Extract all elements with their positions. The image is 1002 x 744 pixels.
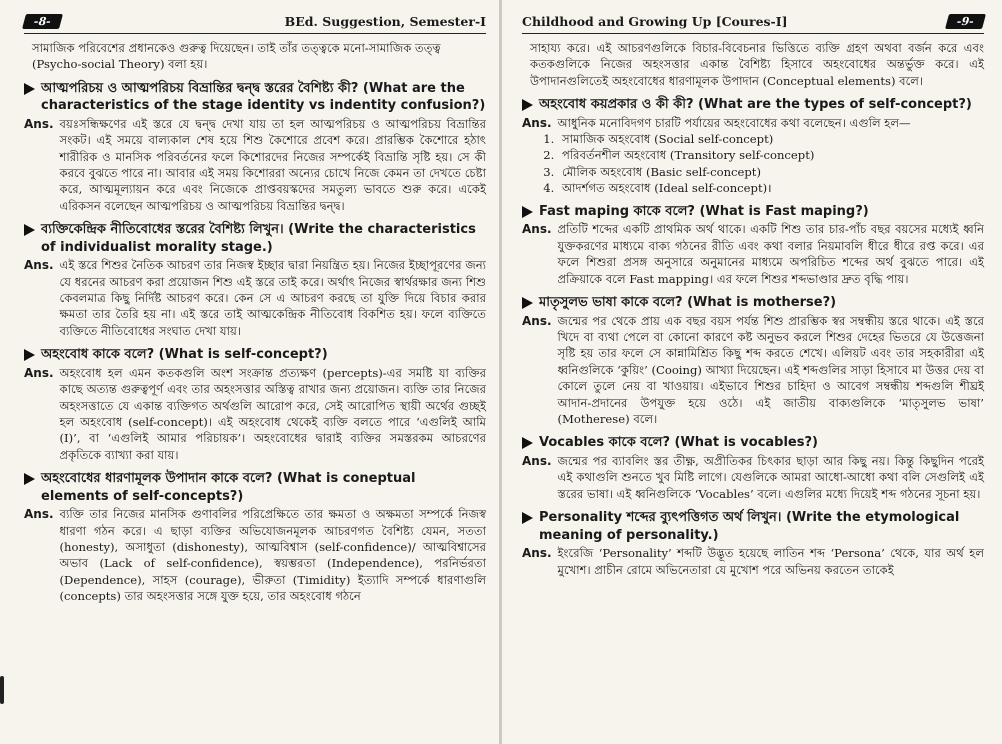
question-heading: [24, 80, 486, 115]
answer-label: Ans.: [24, 507, 54, 522]
answer-block: [24, 365, 486, 463]
left-running-head: [24, 14, 486, 29]
right-running-head: [522, 14, 984, 29]
answer-block: [522, 313, 984, 428]
answer-label: Ans.: [522, 453, 552, 468]
pointer-arrow-icon: [522, 99, 533, 111]
list-item: 1. সামাজিক অহংবোধ (Social self-concept): [558, 131, 984, 147]
question-text: মাতৃসুলভ ভাষা কাকে বলে? (What is motherse?): [539, 295, 837, 311]
pointer-arrow-icon: [24, 473, 35, 485]
pointer-arrow-icon: [522, 206, 533, 218]
answer-label: Ans.: [522, 313, 552, 328]
question-text: অহংবোধের ধারণামূলক উপাদান কাকে বলে? (What is coneptual elements of self-concepts?): [41, 471, 416, 504]
right-intro-line: সাহায্য করে। এই আচরণগুলিকে বিচার-বিবেচনার ভিত্তিতে ব্যক্তি গ্রহণ অথবা বর্জন করে এবং কতকগুলিকে নিজের অহংসত্তার একান্ত বৈশিষ্ট্য হিসাবে অহংবোধের অন্তর্ভুক্ত করে। এই উপাদানগুলিতেই অহংবোধের ধারণামূলক উপাদান (Conceptual elements) বলে।: [530, 41, 984, 88]
question-heading: [522, 96, 984, 114]
question-heading: [522, 509, 984, 544]
right-head-rule: [522, 33, 984, 34]
list-item: 2. পরিবর্তনশীল অহংবোধ (Transitory self-concept): [558, 147, 984, 163]
question-text: Fast maping কাকে বলে? (What is Fast maping?): [539, 203, 869, 219]
pointer-arrow-icon: [522, 297, 533, 309]
answer-text: জন্মের পর থেকে প্রায় এক বছর বয়স পর্যন্ত শিশু প্রারম্ভিক স্বর সম্বন্ধীয় স্তরে থাকে। এই স্তরে খিদে বা ব্যথা পেলে বা কোনো কারণে কষ্ট অনুভব করলে শিশুর দেহের ভিতরে যে উত্তেজনা সৃষ্টি হয় তার ফলে সে কান্নামিশ্রিত কিছু শব্দ করতে শেখে। এলিয়ট এবং তার সহকারীরা এই ধ্বনিগুলিকে ‘কুয়িং’ (Cooing) আখ্যা দিয়েছেন। এই শব্দগুলির সাড়া হিসাবে মা উত্তর দেয় বা কোলে তুলে নেয় বা খাওয়ায়। এইভাবে শিশুর চাহিদা ও আবেগ সম্বন্ধীয় শব্দগুলি শীঘ্রই আদান-প্রদানের উপযুক্ত হয়ে ওঠে। এই জাতীয় বাক্যগুলিকে ‘মাতৃসুলভ ভাষা’ (Motherese) বলে।: [557, 313, 984, 426]
answer-block: [522, 453, 984, 502]
page-edge-mark: [0, 676, 4, 704]
answer-block: [522, 115, 984, 131]
left-page: [0, 0, 500, 744]
answer-label: Ans.: [522, 546, 552, 561]
question-heading: [522, 434, 984, 452]
left-intro-line: (Psycho-social Theory) বলা হয়।: [32, 57, 208, 72]
answer-block: [24, 506, 486, 604]
pointer-arrow-icon: [24, 349, 35, 361]
answer-label: Ans.: [24, 365, 54, 380]
answer-block: [24, 116, 486, 214]
answer-text: বয়ঃসন্ধিক্ষণের এই স্তরে যে দ্বন্দ্ব দেখা যায় তা হল আত্মপরিচয় ও আত্মপরিচয় বিভ্রান্তির সংকট। এই সময়ে বাল্যকাল শেষ হয়ে শিশু কৈশোরে প্রবেশ করে। প্রারম্ভিক কৈশোরে হঠাৎ শারীরিক ও মানসিক পরিবর্তনের ফলে কিশোরদের নিজের সম্পর্কেই বিভ্রান্তি সৃষ্টি হয়। সে কী করবে বুঝতে পারে না। আবার এই সময় কিশোররা অন্যের চোখে নিজে কেমন তা দেখতে চেষ্টা করে, আত্মমূল্যায়ন করে এবং নিজেকে প্রাপ্তবয়স্কদের সমতুল্য ভাবতে শুরু করে। একেই এরিকসন বলেছেন আত্মপরিচয় ও আত্মপরিচয় বিভ্রান্তির দ্বন্দ্ব।: [59, 116, 486, 213]
left-intro-line: সামাজিক পরিবেশের প্রধানকেও গুরুত্ব দিয়েছেন। তাই তাঁর তত্ত্বকে মনো-সামাজিক তত্ত্ব: [32, 41, 441, 55]
answer-text: জন্মের পর ব্যাবলিং স্তর তীক্ষ্ণ, অপ্রীতিকর চিৎকার ছাড়া আর কিছু নয়। কিন্তু কিছুদিন পরেই এই কথাগুলি শুনতে খুব মিষ্টি লাগে। যেগুলিকে আমরা আধো-আধো কথা বলি সেগুলিই এই স্তরের ভাষা। এই ধ্বনিগুলিকে ‘Vocables’ বলে। এগুলির মধ্যে দিয়েই শব্দ গঠনের সূচনা হয়।: [557, 453, 984, 501]
answer-label: Ans.: [24, 116, 54, 131]
left-running-title: BEd. Suggestion, Semester-I: [284, 14, 486, 29]
answer-text: এই স্তরে শিশুর নৈতিক আচরণ তার নিজস্ব ইচ্ছার দ্বারা নিয়ন্ত্রিত হয়। নিজের ইচ্ছাপূরণের জন্য যে ধরনের আচরণ করা প্রয়োজন শিশু এই স্তরে তাই করে। অর্থাৎ নিজের স্বার্থরক্ষার জন্য শিশু কেবলমাত্র কিছু নির্দিষ্ট আচরণ করে। কেন সে এ আচরণ করছে তা যুক্তি দিয়ে বিচার করার ক্ষমতা তার তৈরি হয় না। এই স্তরে তাই আত্মকেন্দ্রিক নীতিবোধ বিকশিত হয়। ফলে ব্যক্তিতে ব্যক্তিতে নীতিবোধের সংঘাত দেখা যায়।: [59, 258, 486, 338]
pointer-arrow-icon: [24, 83, 35, 95]
pointer-arrow-icon: [522, 512, 533, 524]
pointer-arrow-icon: [24, 224, 35, 236]
question-heading: [522, 294, 984, 312]
right-running-title: Childhood and Growing Up [Coures-I]: [522, 14, 788, 29]
list-item: 3. মৌলিক অহংবোধ (Basic self-concept): [558, 164, 984, 180]
question-text: ব্যক্তিকেন্দ্রিক নীতিবোধের স্তরের বৈশিষ্ট্য লিখুন। (Write the characteristics of individualist morality stage.): [41, 222, 476, 255]
answer-block: [24, 257, 486, 339]
answer-label: Ans.: [522, 222, 552, 237]
question-text: অহংবোধ কাকে বলে? (What is self-concept?): [41, 347, 328, 363]
answer-text: আধুনিক মনোবিদগণ চারটি পর্যায়ের অহংবোধের কথা বলেছেন। এগুলি হল—: [557, 115, 911, 130]
answer-label: Ans.: [522, 115, 552, 130]
answer-text: প্রতিটি শব্দের একটি প্রাথমিক অর্থ থাকে। একটি শিশু তার চার-পাঁচ বছর বয়সের মধ্যেই ধ্বনি যুক্তকরণের মাধ্যমে বাক্য গঠনের রীতি এবং কথা বলার নিয়মাবলি ধীরে ধীরে রপ্ত করে। এর ফলে শিশুরা প্রসঙ্গ অনুসারে অনুমানের মাধ্যমে অপরিচিত শব্দের অর্থ বুঝতে পারে। এই প্রক্রিয়াকে বলে Fast mapping। এর ফলে শিশুর শব্দভাণ্ডার দ্রুত বৃদ্ধি পায়।: [557, 222, 984, 286]
question-text: Vocables কাকে বলে? (What is vocables?): [539, 435, 818, 451]
question-heading: [24, 346, 486, 364]
question-heading: [24, 221, 486, 256]
left-head-rule: [24, 33, 486, 34]
self-concept-types-list: [522, 131, 984, 196]
question-heading: [24, 470, 486, 505]
answer-text: ব্যক্তি তার নিজের মানসিক গুণাবলির পরিপ্রেক্ষিতে তার ক্ষমতা ও অক্ষমতা সম্পর্কে নিজস্ব ধারণা গঠন করে। এ ছাড়া ব্যক্তির অভিযোজনমূলক আচরণগত বৈশিষ্ট্য যেমন, সততা (honesty), অসাধুতা (dishonesty), আত্মবিশ্বাস (self-confidence)/ আত্মবিশ্বাসের অভাব (Lack of self-confidence), স্বয়ম্ভরতা (Independence), পরনির্ভরতা (Dependence), সাহস (courage), ভীরুতা (Timidity) ইত্যাদি সম্পর্কে ধারণাগুলি (concepts) তার অহংসত্তার সঙ্গে যুক্ত হয়ে, তার অহংবোধ গঠনে: [59, 507, 486, 604]
question-text: অহংবোধ কয়প্রকার ও কী কী? (What are the types of self-concept?): [539, 97, 972, 113]
answer-text: অহংবোধ হল এমন কতকগুলি অংশ সংক্রান্ত প্রত্যক্ষণ (percepts)-এর সমষ্টি যা ব্যক্তির কাছে অত্যন্ত গুরুত্বপূর্ণ এবং তার অহংসত্তার অস্তিত্ব রাখার জন্য প্রয়োজন। ব্যক্তি তার নিজের অহংসত্তাতে যে একান্ত ব্যক্তিগত অর্থগুলি আরোপ করে, সেই আরোপিত স্থায়ী অর্থের গুচ্ছই হল অহংবোধ (self-concept)। এই অহংবোধ থেকেই ব্যক্তি বলতে পারে ‘এগুলিই আমি (I)’, বা ‘এগুলিই আমার পরিচায়ক’। অহংবোধের দ্বারাই ব্যক্তির সমস্তরকম আচরণের প্রকৃতিকে ব্যাখ্যা করা যায়।: [59, 365, 486, 462]
right-page: [500, 0, 1002, 744]
answer-block: [522, 545, 984, 578]
question-text: আত্মপরিচয় ও আত্মপরিচয় বিভ্রান্তির দ্বন্দ্ব স্তরের বৈশিষ্ট্য কী? (What are the characteristics of the stage identity vs indentity confusion?): [41, 80, 486, 114]
question-heading: [522, 203, 984, 221]
left-page-number: -8-: [22, 14, 63, 29]
answer-label: Ans.: [24, 258, 54, 273]
question-text: Personality শব্দের ব্যুৎপত্তিগত অর্থ লিখুন। (Write the etymological meaning of personality.): [539, 510, 960, 543]
answer-block: [522, 221, 984, 287]
list-item: 4. আদর্শগত অহংবোধ (Ideal self-concept)।: [558, 180, 984, 196]
answer-text: ইংরেজি ‘Personality’ শব্দটি উদ্ভূত হয়েছে লাতিন শব্দ ‘Persona’ থেকে, যার অর্থ হল মুখোশ। প্রাচীন রোমে অভিনেতারা যে মুখোশ পরে অভিনয় করতেন তাকেই: [557, 546, 984, 577]
pointer-arrow-icon: [522, 437, 533, 449]
right-page-number: -9-: [945, 14, 986, 29]
